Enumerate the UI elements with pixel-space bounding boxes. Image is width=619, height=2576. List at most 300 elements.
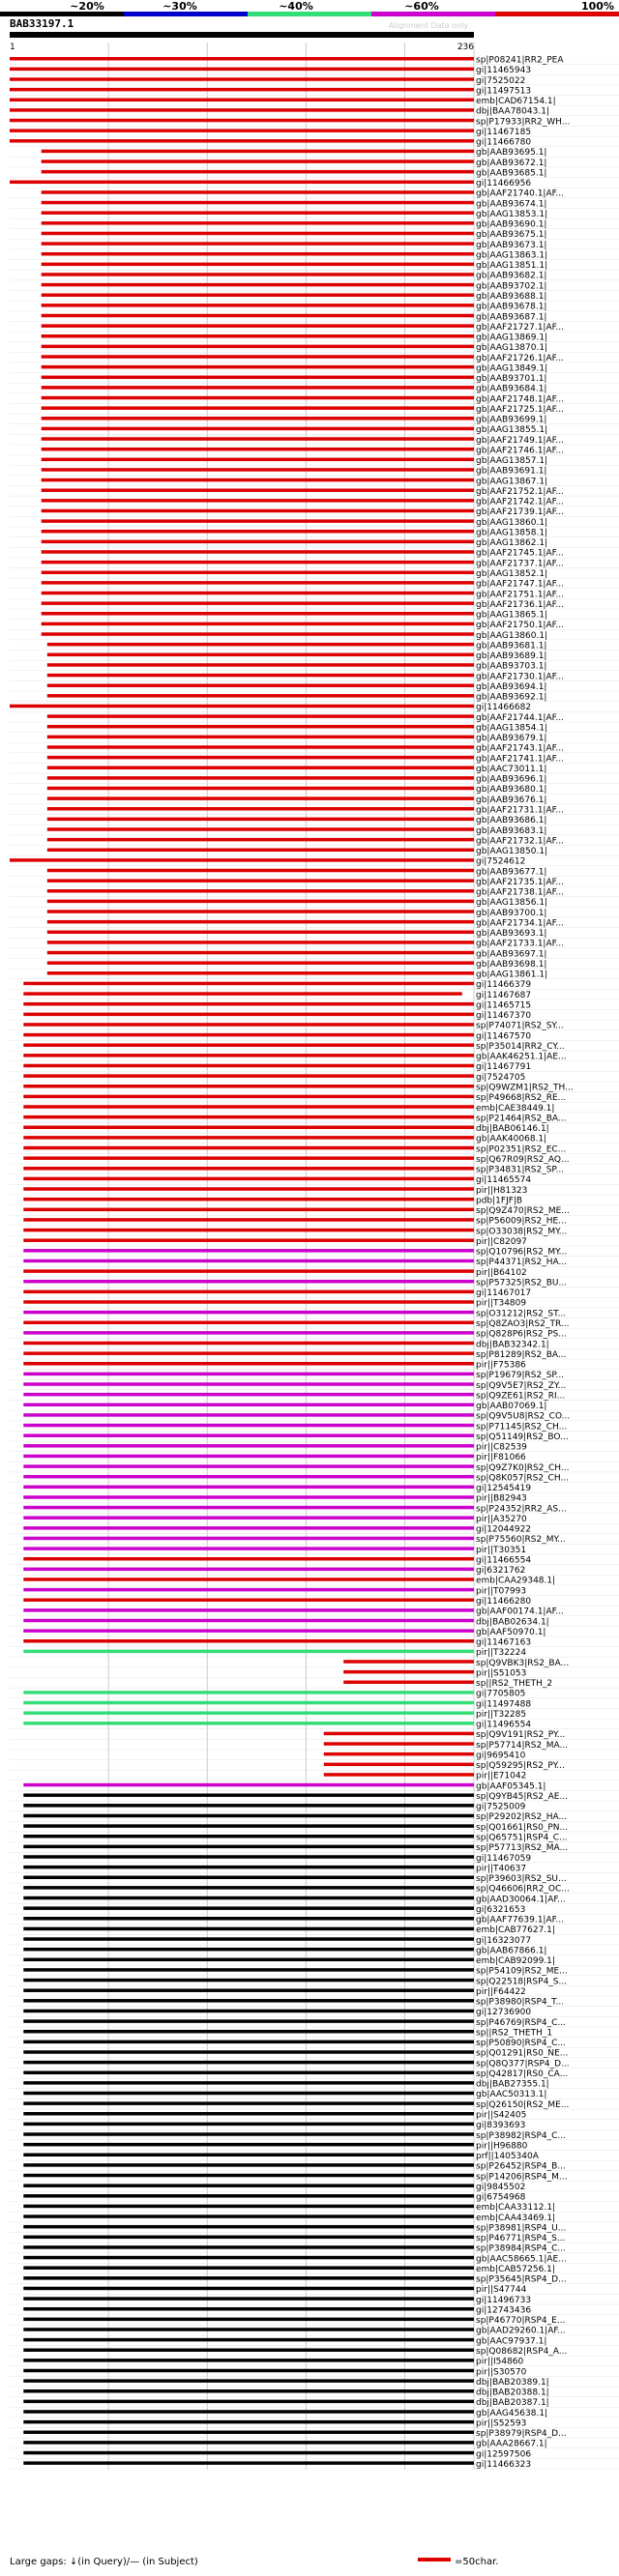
hit-bar[interactable]	[42, 632, 474, 636]
hit-bar[interactable]	[23, 1937, 474, 1941]
hit-row[interactable]	[10, 159, 619, 168]
hit-label[interactable]: gb|AAG13860.1|	[476, 517, 548, 528]
hit-label[interactable]: sp|Q9VBK3|RS2_BA...	[476, 1658, 570, 1668]
hit-bar[interactable]	[42, 488, 474, 492]
hit-label[interactable]: gb|AAF21742.1|AF...	[476, 497, 564, 507]
hit-row[interactable]	[10, 2090, 619, 2099]
hit-bar[interactable]	[23, 2092, 474, 2096]
hit-label[interactable]: gb|AAB67866.1|	[476, 1946, 547, 1956]
hit-row[interactable]	[10, 1721, 619, 1730]
hit-label[interactable]: pir||T34809	[476, 1298, 527, 1309]
hit-bar[interactable]	[23, 2194, 474, 2198]
hit-row[interactable]	[10, 1175, 619, 1185]
hit-row[interactable]	[10, 2008, 619, 2017]
hit-bar[interactable]	[47, 776, 474, 780]
hit-label[interactable]: gb|AAF21746.1|AF...	[476, 446, 564, 456]
hit-bar[interactable]	[10, 88, 474, 92]
hit-bar[interactable]	[42, 365, 474, 369]
hit-label[interactable]: gi|11466780	[476, 137, 532, 148]
hit-row[interactable]	[10, 1751, 619, 1760]
hit-label[interactable]: emb|CAD67154.1|	[476, 97, 556, 107]
hit-label[interactable]: sp|P14206|RSP4_M...	[476, 2172, 568, 2183]
hit-label[interactable]: sp|P38980|RSP4_T...	[476, 1997, 565, 2008]
hit-row[interactable]	[10, 1679, 619, 1689]
hit-bar[interactable]	[23, 982, 474, 986]
hit-label[interactable]: dbj|BAB32342.1|	[476, 1340, 549, 1350]
hit-row[interactable]	[10, 590, 619, 599]
hit-row[interactable]	[10, 1546, 619, 1555]
hit-row[interactable]	[10, 847, 619, 856]
hit-bar[interactable]	[42, 314, 474, 318]
hit-label[interactable]: gb|AAF21738.1|AF...	[476, 887, 564, 898]
hit-row[interactable]	[10, 2111, 619, 2121]
hit-label[interactable]: sp|P19679|RS2_SP...	[476, 1371, 565, 1381]
hit-row[interactable]	[10, 385, 619, 394]
hit-label[interactable]: dbj|BAB20387.1|	[476, 2398, 549, 2409]
hit-label[interactable]: gb|AAB93683.1|	[476, 825, 547, 836]
hit-bar[interactable]	[23, 1331, 474, 1335]
hit-label[interactable]: pir||B64102	[476, 1267, 527, 1278]
hit-row[interactable]	[10, 292, 619, 302]
hit-row[interactable]	[10, 1484, 619, 1493]
hit-label[interactable]: gb|AAB93686.1|	[476, 816, 547, 826]
hit-label[interactable]: gb|AAB93697.1|	[476, 949, 547, 960]
hit-bar[interactable]	[23, 1650, 474, 1654]
hit-bar[interactable]	[42, 530, 474, 534]
hit-bar[interactable]	[23, 2010, 474, 2013]
hit-label[interactable]: gb|AAF21745.1|AF...	[476, 548, 564, 559]
hit-row[interactable]	[10, 2275, 619, 2285]
hit-bar[interactable]	[23, 1177, 474, 1181]
hit-bar[interactable]	[42, 519, 474, 523]
hit-bar[interactable]	[42, 581, 474, 585]
hit-label[interactable]: gi|7525009	[476, 1802, 526, 1812]
hit-row[interactable]	[10, 2305, 619, 2315]
hit-bar[interactable]	[23, 2184, 474, 2187]
hit-label[interactable]: pir||I54860	[476, 2357, 524, 2367]
hit-bar[interactable]	[47, 756, 474, 760]
hit-label[interactable]: gb|AAC58665.1|AE...	[476, 2254, 567, 2265]
hit-label[interactable]: gb|AAB07069.1|	[476, 1402, 547, 1412]
hit-label[interactable]: gb|AAG13853.1|	[476, 209, 548, 219]
hit-label[interactable]: prf||1405340A	[476, 2152, 539, 2162]
hit-bar[interactable]	[42, 376, 474, 380]
hit-bar[interactable]	[47, 818, 474, 822]
hit-bar[interactable]	[47, 787, 474, 791]
hit-label[interactable]: gb|AAG13857.1|	[476, 456, 548, 467]
hit-row[interactable]	[10, 2131, 619, 2141]
hit-bar[interactable]	[23, 2070, 474, 2074]
hit-bar[interactable]	[10, 129, 474, 132]
hit-bar[interactable]	[47, 725, 474, 729]
hit-row[interactable]	[10, 1781, 619, 1791]
hit-bar[interactable]	[23, 1896, 474, 1900]
hit-row[interactable]	[10, 1391, 619, 1401]
hit-label[interactable]: gb|AAF21751.1|AF...	[476, 590, 564, 600]
hit-label[interactable]: gb|AAD30064.1|AF...	[476, 1895, 566, 1905]
hit-row[interactable]	[10, 1237, 619, 1247]
hit-row[interactable]	[10, 2172, 619, 2182]
hit-label[interactable]: sp|Q9Z7K0|RS2_CH...	[476, 1462, 570, 1473]
hit-bar[interactable]	[42, 324, 474, 328]
hit-row[interactable]	[10, 1227, 619, 1236]
hit-label[interactable]: gi|11467791	[476, 1062, 532, 1073]
hit-label[interactable]: gb|AAB93703.1|	[476, 661, 547, 672]
hit-bar[interactable]	[42, 540, 474, 544]
hit-bar[interactable]	[23, 1845, 474, 1849]
hit-row[interactable]	[10, 312, 619, 322]
hit-bar[interactable]	[42, 396, 474, 400]
hit-row[interactable]	[10, 960, 619, 970]
hit-row[interactable]	[10, 1803, 619, 1812]
hit-bar[interactable]	[23, 992, 461, 996]
hit-bar[interactable]	[23, 1886, 474, 1890]
hit-row[interactable]	[10, 1371, 619, 1380]
hit-label[interactable]: gb|AAB93684.1|	[476, 384, 547, 394]
hit-row[interactable]	[10, 117, 619, 127]
hit-bar[interactable]	[23, 2050, 474, 2054]
hit-row[interactable]	[10, 128, 619, 137]
hit-row[interactable]	[10, 2440, 619, 2449]
hit-row[interactable]	[10, 765, 619, 774]
hit-bar[interactable]	[23, 2276, 474, 2280]
hit-bar[interactable]	[42, 427, 474, 431]
hit-row[interactable]	[10, 1155, 619, 1165]
hit-row[interactable]	[10, 1555, 619, 1565]
hit-row[interactable]	[10, 991, 619, 1000]
hit-label[interactable]: gb|AAF21750.1|AF...	[476, 621, 564, 631]
hit-row[interactable]	[10, 1525, 619, 1535]
hit-row[interactable]	[10, 1864, 619, 1873]
hit-label[interactable]: gb|AAB93696.1|	[476, 774, 547, 785]
hit-bar[interactable]	[42, 561, 474, 564]
hit-bar[interactable]	[23, 1475, 474, 1479]
hit-bar[interactable]	[23, 1691, 474, 1694]
hit-bar[interactable]	[23, 2154, 474, 2157]
hit-row[interactable]	[10, 580, 619, 590]
hit-bar[interactable]	[47, 910, 474, 913]
hit-row[interactable]	[10, 446, 619, 455]
hit-label[interactable]: gb|AAB93700.1|	[476, 908, 547, 918]
hit-label[interactable]: emb|CAA33112.1|	[476, 2203, 556, 2214]
hit-label[interactable]: gi|11466956	[476, 179, 532, 189]
hit-bar[interactable]	[23, 1537, 474, 1541]
hit-row[interactable]	[10, 1710, 619, 1720]
hit-bar[interactable]	[23, 1866, 474, 1869]
hit-label[interactable]: sp|P08241|RR2_PEA	[476, 55, 564, 66]
hit-label[interactable]: gi|11467163	[476, 1637, 532, 1648]
hit-row[interactable]	[10, 2429, 619, 2439]
hit-row[interactable]	[10, 1843, 619, 1853]
hit-bar[interactable]	[42, 221, 474, 225]
hit-row[interactable]	[10, 940, 619, 949]
hit-label[interactable]: sp|P57713|RS2_MA...	[476, 1843, 569, 1854]
hit-row[interactable]	[10, 1381, 619, 1391]
hit-bar[interactable]	[47, 745, 474, 749]
hit-bar[interactable]	[23, 2400, 474, 2404]
hit-bar[interactable]	[343, 1670, 474, 1674]
hit-label[interactable]: pir||S30570	[476, 2367, 527, 2378]
hit-label[interactable]: gb|AAK46251.1|AE...	[476, 1052, 567, 1062]
hit-row[interactable]	[10, 2049, 619, 2059]
hit-bar[interactable]	[42, 293, 474, 297]
hit-label[interactable]: gi|11466280	[476, 1597, 532, 1606]
hit-row[interactable]	[10, 1535, 619, 1545]
hit-label[interactable]: gb|AAF21744.1|AF...	[476, 712, 564, 723]
hit-label[interactable]: sp|P02351|RS2_EC...	[476, 1144, 567, 1155]
hit-bar[interactable]	[23, 2061, 474, 2065]
hit-row[interactable]	[10, 1144, 619, 1154]
hit-label[interactable]: gi|7525022	[476, 75, 526, 86]
hit-bar[interactable]	[23, 1033, 474, 1037]
hit-row[interactable]	[10, 1885, 619, 1895]
hit-bar[interactable]	[23, 1404, 474, 1407]
hit-bar[interactable]	[10, 77, 474, 81]
hit-label[interactable]: sp|P17933|RR2_WH...	[476, 117, 571, 128]
hit-bar[interactable]	[23, 2112, 474, 2116]
hit-row[interactable]	[10, 1062, 619, 1072]
hit-label[interactable]: sp|Q01291|RS0_NE...	[476, 2048, 569, 2059]
hit-row[interactable]	[10, 1638, 619, 1648]
hit-bar[interactable]	[23, 1300, 474, 1304]
hit-row[interactable]	[10, 1628, 619, 1637]
hit-row[interactable]	[10, 1022, 619, 1031]
hit-label[interactable]: gb|AAG13851.1|	[476, 261, 548, 272]
hit-row[interactable]	[10, 775, 619, 785]
hit-row[interactable]	[10, 1977, 619, 1986]
hit-bar[interactable]	[23, 2379, 474, 2383]
hit-row[interactable]	[10, 1217, 619, 1227]
hit-bar[interactable]	[23, 1619, 474, 1623]
hit-bar[interactable]	[10, 68, 474, 72]
hit-label[interactable]: sp|Q9V191|RS2_PY...	[476, 1730, 566, 1741]
hit-label[interactable]: gb|AAG13870.1|	[476, 343, 548, 354]
hit-label[interactable]: sp|P38984|RSP4_C...	[476, 2243, 567, 2254]
hit-bar[interactable]	[47, 931, 474, 935]
hit-label[interactable]: gb|AAB93680.1|	[476, 785, 547, 796]
hit-bar[interactable]	[23, 1362, 474, 1366]
hit-row[interactable]	[10, 1196, 619, 1205]
hit-bar[interactable]	[23, 2030, 474, 2034]
hit-label[interactable]: gb|AAG13865.1|	[476, 610, 548, 621]
hit-label[interactable]: gi|6321762	[476, 1566, 526, 1577]
hit-label[interactable]: sp|Q08682|RSP4_A...	[476, 2346, 568, 2357]
hit-row[interactable]	[10, 1053, 619, 1062]
hit-label[interactable]: gb|AAF21730.1|AF...	[476, 672, 564, 682]
hit-row[interactable]	[10, 1792, 619, 1802]
hit-label[interactable]: gb|AAG13860.1|	[476, 630, 548, 641]
hit-bar[interactable]	[47, 736, 474, 739]
hit-row[interactable]	[10, 2183, 619, 2192]
hit-bar[interactable]	[23, 2318, 474, 2322]
hit-bar[interactable]	[10, 99, 474, 102]
hit-row[interactable]	[10, 1288, 619, 1298]
hit-label[interactable]: gi|11467185	[476, 127, 532, 137]
hit-label[interactable]: sp|Q10796|RS2_MY...	[476, 1247, 568, 1258]
hit-label[interactable]: sp|P38982|RSP4_C...	[476, 2130, 567, 2141]
hit-row[interactable]	[10, 405, 619, 415]
hit-label[interactable]: sp|P56009|RS2_HE...	[476, 1216, 567, 1227]
hit-label[interactable]: sp|Q9Z470|RS2_ME...	[476, 1206, 570, 1217]
hit-row[interactable]	[10, 569, 619, 579]
hit-row[interactable]	[10, 2244, 619, 2254]
hit-label[interactable]: sp|P21464|RS2_BA...	[476, 1114, 567, 1124]
hit-bar[interactable]	[324, 1752, 474, 1756]
hit-label[interactable]: gi|11467687	[476, 990, 532, 1000]
hit-row[interactable]	[10, 621, 619, 630]
hit-bar[interactable]	[47, 961, 474, 965]
hit-label[interactable]: sp|P54109|RS2_ME...	[476, 1966, 568, 1977]
hit-row[interactable]	[10, 241, 619, 250]
hit-row[interactable]	[10, 826, 619, 836]
hit-label[interactable]: gi|12044922	[476, 1524, 532, 1535]
hit-label[interactable]: pir||T32285	[476, 1709, 527, 1720]
hit-label[interactable]: gi|11467059	[476, 1853, 532, 1864]
hit-row[interactable]	[10, 559, 619, 568]
hit-bar[interactable]	[23, 1311, 474, 1315]
hit-label[interactable]: gi|12743436	[476, 2305, 532, 2316]
hit-row[interactable]	[10, 2100, 619, 2110]
hit-row[interactable]	[10, 611, 619, 621]
hit-row[interactable]	[10, 2336, 619, 2346]
hit-row[interactable]	[10, 2080, 619, 2090]
hit-bar[interactable]	[23, 1023, 474, 1027]
hit-bar[interactable]	[47, 694, 474, 698]
hit-label[interactable]: pir||A35270	[476, 1514, 527, 1524]
hit-bar[interactable]	[23, 2132, 474, 2136]
hit-bar[interactable]	[23, 1988, 474, 1992]
hit-bar[interactable]	[47, 889, 474, 893]
hit-label[interactable]: gb|AAG13856.1|	[476, 898, 548, 909]
hit-label[interactable]: sp|P46771|RSP4_S...	[476, 2234, 566, 2244]
hit-row[interactable]	[10, 898, 619, 908]
hit-row[interactable]	[10, 600, 619, 610]
hit-bar[interactable]	[42, 571, 474, 575]
hit-bar[interactable]	[23, 1198, 474, 1201]
hit-row[interactable]	[10, 2121, 619, 2130]
hit-bar[interactable]	[47, 838, 474, 842]
hit-row[interactable]	[10, 744, 619, 754]
hit-row[interactable]	[10, 672, 619, 681]
hit-bar[interactable]	[42, 273, 474, 276]
hit-row[interactable]	[10, 507, 619, 517]
hit-bar[interactable]	[23, 2041, 474, 2044]
hit-label[interactable]: sp|Q65751|RSP4_C...	[476, 1833, 568, 1843]
hit-row[interactable]	[10, 272, 619, 281]
hit-label[interactable]: sp|P24352|RR2_AS...	[476, 1504, 567, 1515]
hit-row[interactable]	[10, 1854, 619, 1864]
hit-label[interactable]: gb|AAB93698.1|	[476, 959, 547, 970]
hit-row[interactable]	[10, 1967, 619, 1977]
hit-bar[interactable]	[23, 1516, 474, 1520]
hit-bar[interactable]	[23, 2410, 474, 2414]
hit-bar[interactable]	[23, 1855, 474, 1859]
hit-row[interactable]	[10, 662, 619, 672]
hit-bar[interactable]	[23, 1351, 474, 1355]
hit-label[interactable]: gb|AAB93688.1|	[476, 291, 547, 302]
hit-bar[interactable]	[23, 1259, 474, 1263]
hit-row[interactable]	[10, 76, 619, 86]
hit-label[interactable]: gb|AAB93699.1|	[476, 415, 547, 425]
hit-bar[interactable]	[47, 796, 474, 800]
hit-bar[interactable]	[42, 242, 474, 246]
hit-label[interactable]: sp|Q8Q377|RSP4_D...	[476, 2059, 570, 2069]
hit-row[interactable]	[10, 1361, 619, 1371]
hit-label[interactable]: gb|AAB93685.1|	[476, 168, 547, 179]
hit-label[interactable]: pir||C82097	[476, 1236, 527, 1247]
hit-bar[interactable]	[42, 386, 474, 390]
hit-label[interactable]: gb|AAB93693.1|	[476, 929, 547, 940]
hit-label[interactable]: emb|CAA43469.1|	[476, 2213, 556, 2223]
hit-label[interactable]: gb|AAK40068.1|	[476, 1134, 547, 1144]
hit-bar[interactable]	[42, 437, 474, 441]
hit-bar[interactable]	[23, 1599, 474, 1603]
hit-bar[interactable]	[23, 2328, 474, 2331]
hit-label[interactable]: gi|6321653	[476, 1904, 526, 1915]
hit-row[interactable]	[10, 693, 619, 703]
hit-row[interactable]	[10, 1463, 619, 1473]
hit-label[interactable]: gb|AAF21752.1|AF...	[476, 486, 564, 497]
hit-row[interactable]	[10, 1258, 619, 1267]
hit-bar[interactable]	[23, 1876, 474, 1880]
hit-bar[interactable]	[42, 448, 474, 451]
hit-bar[interactable]	[23, 1948, 474, 1952]
hit-label[interactable]: gb|AAB93682.1|	[476, 271, 547, 281]
hit-bar[interactable]	[23, 2225, 474, 2229]
hit-row[interactable]	[10, 1916, 619, 1925]
hit-bar[interactable]	[10, 57, 474, 61]
hit-bar[interactable]	[23, 1906, 474, 1910]
hit-bar[interactable]	[47, 900, 474, 904]
hit-bar[interactable]	[23, 1968, 474, 1972]
hit-bar[interactable]	[42, 592, 474, 595]
hit-label[interactable]: pdb|1FJF|B	[476, 1196, 523, 1206]
hit-label[interactable]: gi|9845502	[476, 2182, 526, 2192]
hit-row[interactable]	[10, 682, 619, 692]
hit-bar[interactable]	[23, 2441, 474, 2445]
hit-row[interactable]	[10, 230, 619, 240]
hit-row[interactable]	[10, 970, 619, 980]
hit-bar[interactable]	[23, 1568, 474, 1572]
hit-row[interactable]	[10, 1874, 619, 1884]
hit-label[interactable]: gb|AAG13855.1|	[476, 425, 548, 436]
hit-row[interactable]	[10, 1668, 619, 1678]
hit-label[interactable]: gb|AAG13869.1|	[476, 333, 548, 343]
hit-row[interactable]	[10, 1114, 619, 1123]
hit-row[interactable]	[10, 2039, 619, 2048]
hit-bar[interactable]	[42, 406, 474, 410]
hit-row[interactable]	[10, 857, 619, 867]
hit-row[interactable]	[10, 1648, 619, 1658]
hit-label[interactable]: gb|AAB93687.1|	[476, 312, 547, 323]
hit-label[interactable]: gi|11465715	[476, 1000, 532, 1011]
hit-bar[interactable]	[23, 1444, 474, 1448]
hit-bar[interactable]	[23, 1804, 474, 1808]
hit-label[interactable]: gb|AAB93675.1|	[476, 230, 547, 241]
hit-row[interactable]	[10, 66, 619, 75]
hit-bar[interactable]	[23, 1917, 474, 1921]
hit-label[interactable]: emb|CAA29348.1|	[476, 1576, 556, 1586]
hit-label[interactable]: sp|P49668|RS2_RE...	[476, 1093, 567, 1104]
hit-row[interactable]	[10, 867, 619, 877]
hit-bar[interactable]	[23, 1557, 474, 1561]
hit-label[interactable]: gb|AAB93689.1|	[476, 651, 547, 662]
hit-bar[interactable]	[47, 971, 474, 975]
hit-label[interactable]: gb|AAC73011.1|	[476, 764, 547, 774]
hit-row[interactable]	[10, 1350, 619, 1360]
hit-bar[interactable]	[23, 2461, 474, 2465]
hit-label[interactable]: sp|P34831|RS2_SP...	[476, 1165, 565, 1175]
